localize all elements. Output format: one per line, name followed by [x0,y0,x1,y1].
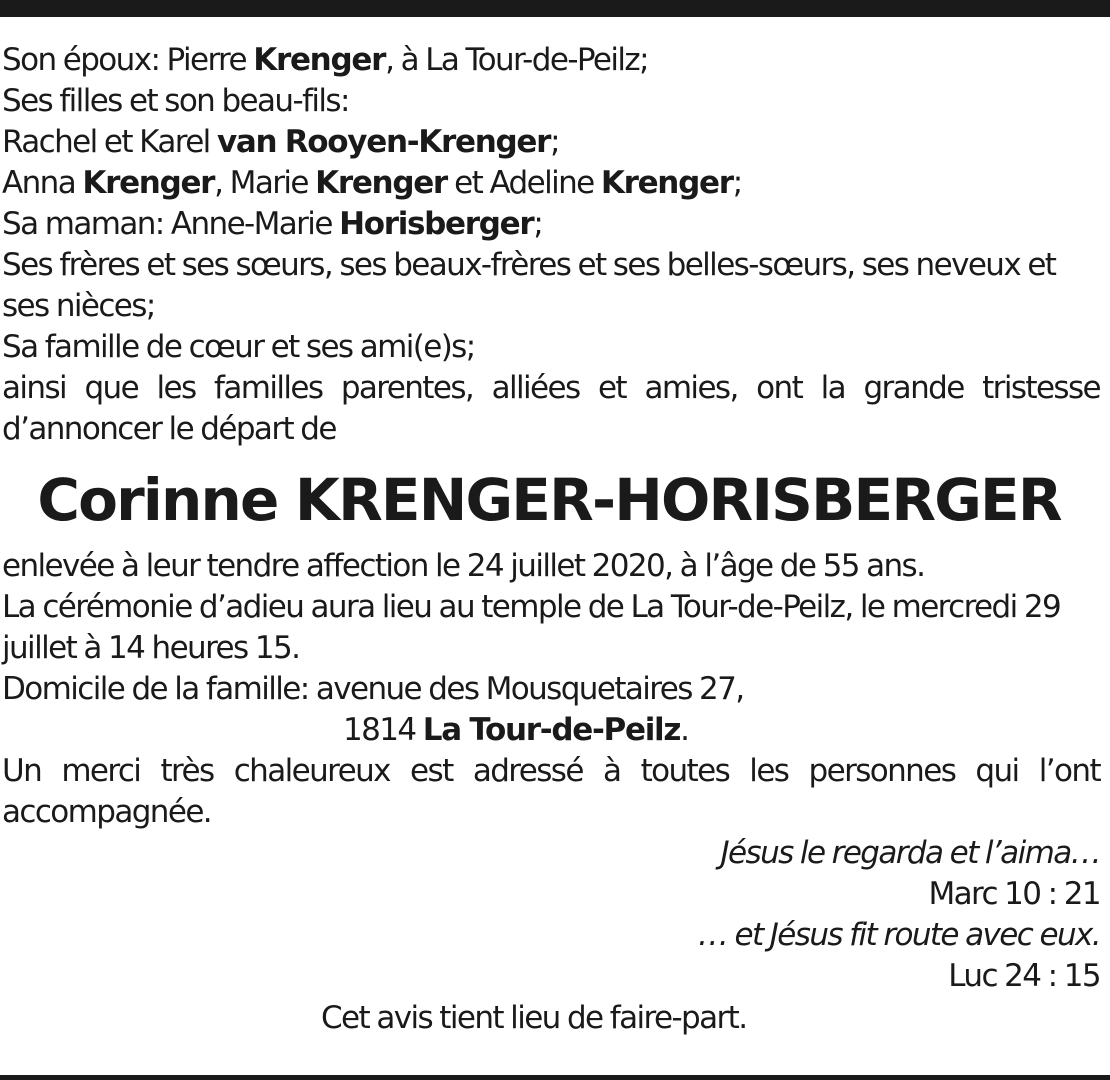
adeline-first-name: et Adeline [446,165,601,201]
ceremony-paragraph: La cérémonie d’adieu aura lieu au temple de La Tour-de-Peilz, le mercredi 29 juillet à 14 heures 15. [2,589,1061,666]
daughters-line [2,163,1100,204]
daughters-heading: Ses filles et son beau-fils: [2,83,349,119]
rachel-prefix: Rachel et Karel [2,124,217,160]
bottom-border-rule [0,1075,1110,1080]
heart-family-line: Sa famille de cœur et ses ami(e)s; [2,329,475,365]
thanks-paragraph: Un merci très chaleureux est adressé à toutes les personnes qui l’ont accompagnée. [2,753,1100,830]
husband-line [2,40,1100,81]
faire-part-note: Cet avis tient lieu de faire-part. [321,1000,747,1036]
deceased-name: Corinne KRENGER-HORISBERGER [37,466,1061,534]
mother-surname: Horisberger [339,206,534,242]
postcode: 1814 [343,712,423,748]
siblings-line: Ses frères et ses sœurs, ses beaux-frères et ses belles-sœurs, ses neveux et ses nièces; [2,247,1056,324]
adeline-surname: Krenger [600,165,733,201]
verse-1-quote: Jésus le regarda et l’aima… [720,835,1100,871]
adeline-suffix: ; [732,165,742,201]
marie-first-name: , Marie [214,165,316,201]
rachel-karel-line [2,122,1100,163]
mother-suffix: ; [533,206,543,242]
verse-1-reference: Marc 10 : 21 [928,876,1100,912]
husband-surname: Krenger [253,42,386,78]
town-name: La Tour-de-Peilz [422,712,681,748]
obituary-notice [2,40,1100,1039]
husband-suffix: , à La Tour-de-Peilz; [385,42,648,78]
anna-surname: Krenger [82,165,215,201]
verse-2-reference: Luc 24 : 15 [948,958,1100,994]
husband-prefix: Son époux: Pierre [2,42,254,78]
rachel-suffix: ; [550,124,559,160]
verse-1-text [2,833,1100,874]
domicile-line: Domicile de la famille: avenue des Mousquetaires 27, [2,671,744,707]
mother-prefix: Sa maman: Anne-Marie [2,206,340,242]
announcement-paragraph: ainsi que les familles parentes, alliées et amies, ont la grande tristesse d’annoncer le départ de [2,370,1100,447]
verse-2-quote: … et Jésus fit route avec eux. [697,917,1100,953]
mother-line [2,204,1100,245]
address-line [2,710,1100,751]
marie-surname: Krenger [315,165,447,201]
town-suffix: . [680,712,689,748]
passing-line: enlevée à leur tendre affection le 24 juillet 2020, à l’âge de 55 ans. [2,548,925,584]
top-border-rule [0,0,1110,17]
anna-first-name: Anna [2,165,83,201]
verse-2-text [2,915,1100,956]
rachel-surname: van Rooyen-Krenger [216,124,551,160]
